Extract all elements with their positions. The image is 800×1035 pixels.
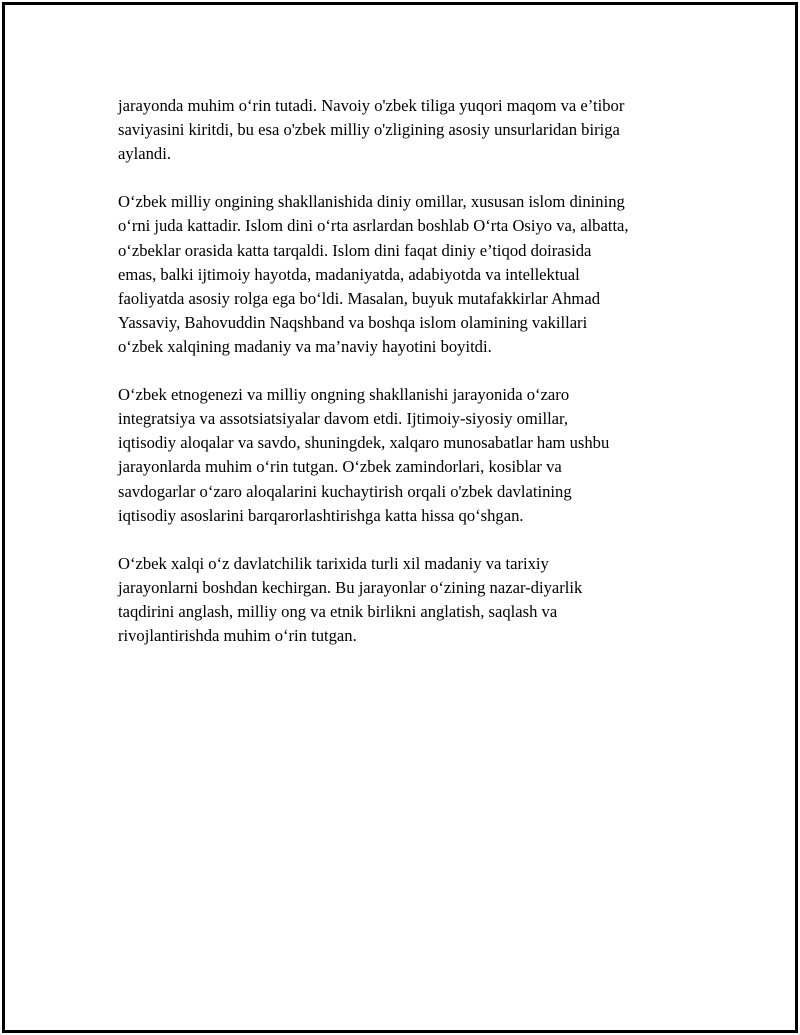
text-line: integratsiya va assotsiatsiyalar davom etdi. Ijtimoiy-siyosiy omillar, (118, 409, 569, 429)
text-line: saviyasini kiritdi, bu esa o'zbek milliy o'zligining asosiy unsurlaridan biriga (118, 120, 620, 140)
text-line: O‘zbek milliy ongining shakllanishida diniy omillar, xususan islom dinining (118, 192, 625, 212)
text-line: o‘zbeklar orasida katta tarqaldi. Islom dini faqat diniy e’tiqod doirasida (118, 240, 592, 260)
text-line: O‘zbek xalqi o‘z davlatchilik tarixida turli xil madaniy va tarixiy (118, 553, 549, 573)
text-line: jarayonlarni boshdan kechirgan. Bu jarayonlar o‘zining nazar-diyarlik (118, 577, 583, 597)
paragraph-2 (118, 190, 703, 359)
text-line: rivojlantirishda muhim o‘rin tutgan. (118, 626, 357, 646)
text-line: faoliyatda asosiy rolga ega bo‘ldi. Masalan, buyuk mutafakkirlar Ahmad (118, 288, 601, 308)
text-line: aylandi. (118, 144, 171, 164)
text-line: savdogarlar o‘zaro aloqalarini kuchaytirish orqali o'zbek davlatining (118, 481, 572, 501)
text-line: emas, balki ijtimoiy hayotda, madaniyatda, adabiyotda va intellektual (118, 264, 580, 284)
text-line: o‘rni juda kattadir. Islom dini o‘rta asrlardan boshlab O‘rta Osiyo va, albatta, (118, 216, 629, 236)
text-line: jarayonlarda muhim o‘rin tutgan. O‘zbek zamindorlari, kosiblar va (118, 457, 562, 477)
paragraph-1 (118, 94, 703, 166)
text-line: Yassaviy, Bahovuddin Naqshband va boshqa islom olamining vakillari (118, 312, 588, 332)
text-line: taqdirini anglash, milliy ong va etnik birlikni anglatish, saqlash va (118, 601, 558, 621)
text-line: jarayonda muhim o‘rin tutadi. Navoiy o'zbek tiliga yuqori maqom va e’tibor (118, 96, 625, 115)
document-body (118, 94, 703, 672)
page-frame (2, 2, 798, 1033)
text-line: iqtisodiy aloqalar va savdo, shuningdek, xalqaro munosabatlar ham ushbu (118, 433, 610, 453)
paragraph-4 (118, 552, 703, 648)
text-line: o‘zbek xalqining madaniy va ma’naviy hayotini boyitdi. (118, 336, 492, 356)
text-line: iqtisodiy asoslarini barqarorlashtirishga katta hissa qo‘shgan. (118, 505, 524, 525)
paragraph-3 (118, 383, 703, 528)
text-line: O‘zbek etnogenezi va milliy ongning shakllanishi jarayonida o‘zaro (118, 385, 570, 405)
